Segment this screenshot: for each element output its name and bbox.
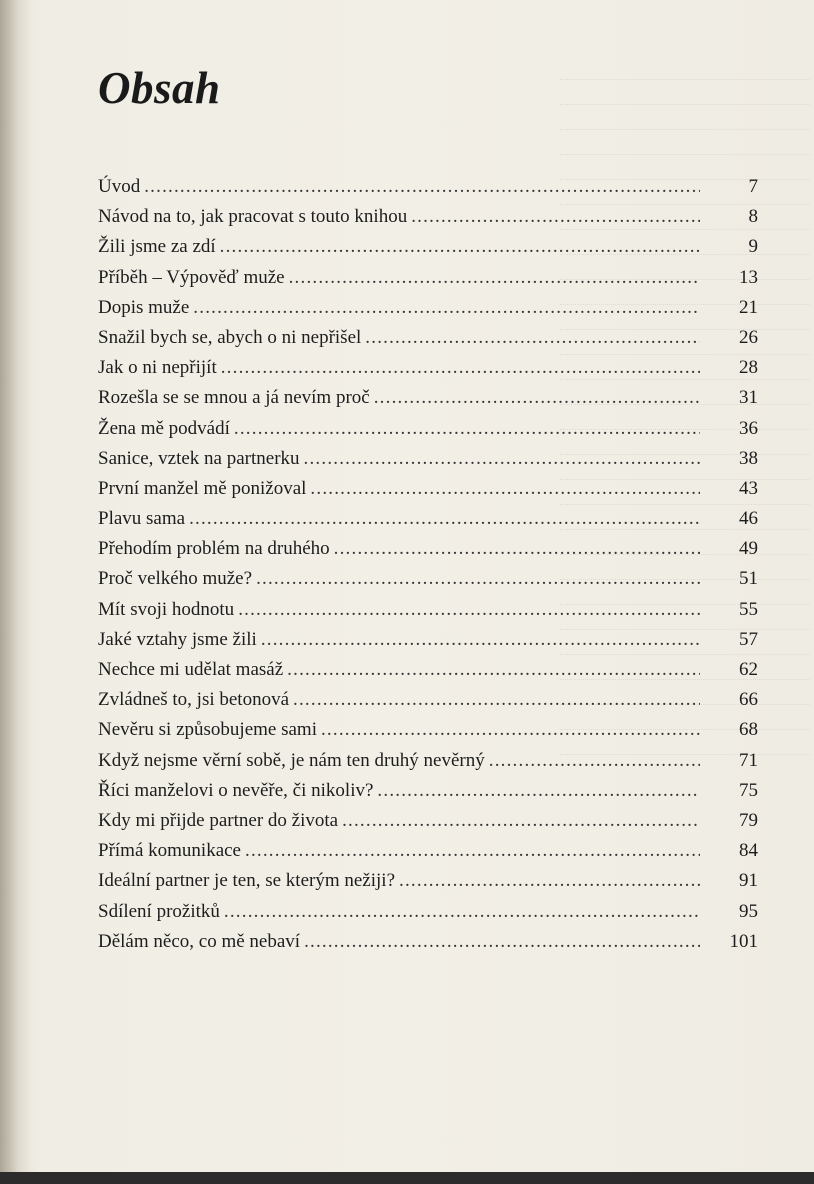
toc-entry-page-number: 28	[739, 357, 758, 379]
toc-entry-page-number: 51	[739, 568, 758, 590]
toc-entry-label: Žili jsme za zdí	[98, 236, 216, 258]
toc-entry	[98, 750, 758, 780]
toc-entry-label: Jaké vztahy jsme žili	[98, 628, 257, 650]
toc-dot-leader	[293, 689, 700, 711]
toc-entry-label: Zvládneš to, jsi betonová	[98, 689, 290, 711]
toc-dot-leader	[261, 629, 700, 651]
spine-shadow	[0, 0, 30, 1172]
toc-entry	[98, 267, 758, 297]
toc-dot-leader	[304, 448, 700, 470]
toc-entry-page-number: 13	[739, 266, 758, 288]
toc-entry-label: Návod na to, jak pracovat s touto knihou	[98, 206, 408, 228]
toc-entry	[98, 357, 758, 387]
toc-entry	[98, 206, 758, 236]
toc-dot-leader	[238, 599, 700, 621]
toc-entry-page-number: 55	[739, 598, 758, 620]
toc-entry	[98, 418, 758, 448]
toc-dot-leader	[374, 387, 700, 409]
toc-dot-leader	[220, 236, 700, 258]
toc-entry	[98, 327, 758, 357]
toc-entry	[98, 297, 758, 327]
page-bottom-edge	[0, 1172, 814, 1184]
toc-entry-label: Když nejsme věrní sobě, je nám ten druhý nevěrný	[98, 749, 485, 771]
toc-entry	[98, 538, 758, 568]
toc-entry-label: Dělám něco, co mě nebaví	[98, 930, 301, 952]
table-of-contents	[98, 176, 758, 961]
toc-entry-label: První manžel mě ponižoval	[98, 477, 307, 499]
toc-entry	[98, 599, 758, 629]
toc-entry-label: Plavu sama	[98, 508, 186, 530]
toc-entry-page-number: 84	[739, 840, 758, 862]
toc-entry	[98, 448, 758, 478]
toc-entry	[98, 659, 758, 689]
toc-dot-leader	[245, 840, 700, 862]
toc-entry-label: Sanice, vztek na partnerku	[98, 447, 300, 469]
toc-entry-page-number: 68	[739, 719, 758, 741]
toc-entry-page-number: 101	[729, 930, 758, 952]
toc-dot-leader	[399, 870, 700, 892]
toc-entry-label: Snažil bych se, abych o ni nepřišel	[98, 326, 362, 348]
toc-dot-leader	[144, 176, 700, 198]
toc-dot-leader	[224, 901, 700, 923]
toc-entry-label: Přímá komunikace	[98, 840, 241, 862]
toc-entry-label: Sdílení prožitků	[98, 900, 220, 922]
toc-entry-label: Žena mě podvádí	[98, 417, 230, 439]
toc-entry	[98, 780, 758, 810]
toc-entry-page-number: 21	[739, 296, 758, 318]
toc-dot-leader	[289, 267, 700, 289]
toc-entry-page-number: 31	[739, 387, 758, 409]
toc-entry-page-number: 38	[739, 447, 758, 469]
toc-entry	[98, 387, 758, 417]
toc-entry	[98, 840, 758, 870]
toc-entry-page-number: 43	[739, 477, 758, 499]
toc-entry-label: Říci manželovi o nevěře, či nikoliv?	[98, 779, 374, 801]
toc-entry	[98, 870, 758, 900]
toc-entry-page-number: 46	[739, 508, 758, 530]
toc-dot-leader	[189, 508, 700, 530]
toc-entry-page-number: 66	[739, 689, 758, 711]
page-title: Obsah	[98, 63, 221, 113]
toc-entry-page-number: 95	[739, 900, 758, 922]
toc-entry-label: Nechce mi udělat masáž	[98, 659, 284, 680]
toc-dot-leader	[342, 810, 700, 832]
toc-entry-page-number: 57	[739, 628, 758, 650]
toc-entry-page-number: 7	[748, 176, 758, 197]
toc-dot-leader	[321, 719, 700, 741]
toc-entry-page-number: 71	[739, 749, 758, 771]
toc-entry-label: Ideální partner je ten, se kterým nežiji?	[98, 870, 396, 892]
toc-entry-label: Úvod	[98, 176, 141, 197]
toc-dot-leader	[193, 297, 700, 319]
toc-dot-leader	[377, 780, 700, 802]
toc-entry-label: Jak o ni nepřijít	[98, 357, 217, 379]
toc-entry	[98, 931, 758, 961]
toc-dot-leader	[256, 568, 700, 590]
toc-dot-leader	[304, 931, 700, 953]
toc-entry-label: Kdy mi přijde partner do života	[98, 809, 339, 831]
toc-entry	[98, 508, 758, 538]
toc-entry	[98, 810, 758, 840]
toc-entry	[98, 568, 758, 598]
toc-dot-leader	[221, 357, 700, 379]
toc-entry	[98, 176, 758, 206]
toc-entry-label: Rozešla se se mnou a já nevím proč	[98, 387, 370, 409]
toc-dot-leader	[287, 659, 700, 681]
toc-entry-page-number: 91	[739, 870, 758, 892]
toc-entry-label: Přehodím problém na druhého	[98, 538, 330, 560]
toc-entry	[98, 629, 758, 659]
toc-dot-leader	[365, 327, 700, 349]
toc-entry-page-number: 26	[739, 326, 758, 348]
toc-entry	[98, 236, 758, 266]
toc-entry-page-number: 75	[739, 779, 758, 801]
toc-dot-leader	[334, 538, 700, 560]
toc-entry-page-number: 9	[748, 236, 758, 258]
toc-entry-page-number: 79	[739, 809, 758, 831]
toc-dot-leader	[411, 206, 700, 228]
toc-entry-page-number: 36	[739, 417, 758, 439]
toc-dot-leader	[234, 418, 700, 440]
toc-entry	[98, 719, 758, 749]
toc-entry-page-number: 8	[748, 206, 758, 228]
toc-entry-page-number: 49	[739, 538, 758, 560]
toc-entry-label: Mít svoji hodnotu	[98, 598, 235, 620]
toc-entry	[98, 478, 758, 508]
toc-dot-leader	[489, 750, 700, 772]
toc-dot-leader	[310, 478, 700, 500]
toc-entry	[98, 689, 758, 719]
toc-entry-label: Dopis muže	[98, 296, 190, 318]
toc-entry	[98, 901, 758, 931]
toc-entry-page-number: 62	[739, 659, 758, 680]
toc-entry-label: Příběh – Výpověď muže	[98, 266, 285, 288]
toc-entry-label: Proč velkého muže?	[98, 568, 253, 590]
toc-entry-label: Nevěru si způsobujeme sami	[98, 719, 317, 741]
